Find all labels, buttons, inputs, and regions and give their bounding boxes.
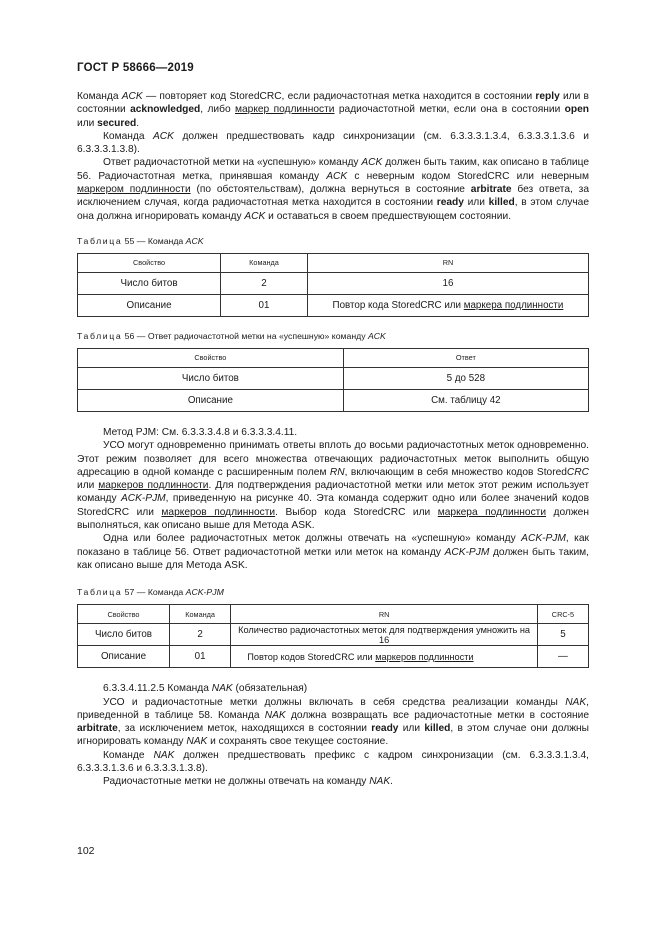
table-cell: Повтор кодов StoredCRC или маркеров подлинности	[231, 646, 538, 668]
table-cell: Количество радиочастотных меток для подтверждения умножить на 16	[231, 624, 538, 646]
text-run: .	[136, 117, 140, 129]
table-cell: 01	[221, 294, 308, 316]
auth-marker-link: маркера подлинности	[463, 299, 564, 311]
table-cell: 16	[307, 272, 588, 294]
header-cell: Свойство	[78, 253, 221, 272]
command-name: NAK	[565, 696, 587, 708]
text-run: , приведенной в таблице 58. Команда	[77, 696, 589, 721]
text-run: УСО и радиочастотные метки должны включать в себя средства реализации команды	[103, 696, 566, 708]
paragraph-ack-response	[77, 156, 589, 222]
text-run: или	[463, 197, 489, 209]
table-header-row	[78, 605, 589, 624]
command-name: NAK	[186, 736, 208, 748]
text-run: УСО могут одновременно принимать ответы вплоть до восьми радиочастотных меток одновременно. Этот режим позволяет для всего множества отвечающих радиочастотных меток выполнить общую адресацию в одной команде с расширенным полем	[77, 440, 589, 478]
table-cell: Число битов	[78, 367, 344, 389]
table-header-row	[78, 348, 589, 367]
text-run: с неверным кодом StoredCRC или неверным	[347, 170, 589, 182]
text-run: должен предшествовать кадр синхронизации (см. 6.3.3.3.1.3.4, 6.3.3.3.1.3.6 и 6.3.3.3.1.3.8).	[77, 130, 590, 156]
paragraph-pjm-method	[77, 426, 589, 439]
table-cell: 2	[221, 272, 308, 294]
text-run: (по обстоятельствам), должна вернуться в состояние	[190, 184, 471, 196]
table-cell: —	[537, 646, 588, 668]
text-run: . Для подтверждения радиочастотной метки или меток этот режим использует команду	[77, 480, 589, 505]
command-name: RN	[329, 466, 345, 478]
state-name: killed	[424, 723, 451, 735]
text-run: должен быть таким, как описано выше для Метода ASK.	[77, 546, 589, 571]
header-cell: RN	[231, 605, 538, 624]
text-run: 6.3.3.4.11.2.5 Команда	[103, 683, 212, 695]
table-row	[78, 389, 589, 411]
text-run: или в состоянии	[77, 91, 589, 116]
text-run: Команда	[77, 91, 122, 102]
text-run: и оставаться в своем предшествующем состоянии.	[265, 210, 512, 222]
command-name: ACK-PJM	[120, 493, 166, 505]
table-55	[77, 235, 589, 317]
paragraph-pjm-response	[77, 532, 589, 572]
page-content	[77, 90, 589, 789]
table-55-caption: Таблица 55 — Команда ACK	[77, 235, 204, 246]
state-name: reply	[535, 91, 560, 102]
header-cell: Свойство	[78, 348, 344, 367]
text-run: Одна или более радиочастотных меток должны отвечать на «успешную» команду	[103, 533, 522, 545]
table-55-grid	[77, 253, 589, 317]
underlined-term: маркеров подлинности	[98, 480, 209, 492]
command-name: NAK	[153, 749, 175, 761]
underlined-term: маркера подлинности	[437, 506, 547, 518]
table-cell: 5	[537, 624, 588, 646]
state-name: arbitrate	[470, 184, 512, 196]
state-name: arbitrate	[77, 723, 118, 735]
table-cell: Описание	[78, 389, 344, 411]
text-run: должен предшествовать префикс с кадром синхронизации (см. 6.3.3.3.1.3.4, 6.3.3.3.1.3.6 и 6.3.3.3.1.3.8).	[77, 749, 589, 775]
paragraph-ack-definition	[77, 90, 589, 130]
table-cell: 01	[169, 646, 230, 668]
text-run: .	[390, 776, 393, 788]
table-row	[78, 624, 589, 646]
header-cell: CRC-5	[537, 605, 588, 624]
text-run: или	[77, 480, 99, 492]
underlined-term: маркер подлинности	[234, 104, 335, 116]
table-56-grid	[77, 348, 589, 412]
command-name: ACK-PJM	[444, 546, 490, 558]
text-run: или	[77, 117, 98, 129]
command-name: NAK	[369, 776, 391, 788]
text-run: и сохранять свое текущее состояние.	[207, 736, 389, 748]
paragraph-nak-sync	[77, 749, 589, 776]
state-name: killed	[488, 197, 515, 209]
text-run: радиочастотной метки, если она в состоянии	[334, 104, 565, 116]
command-name: ACK	[361, 157, 383, 169]
command-name: ACK	[121, 91, 143, 102]
state-name: secured	[97, 117, 137, 129]
page-number: 102	[77, 845, 95, 857]
table-57	[77, 586, 589, 668]
state-name: open	[564, 104, 589, 116]
table-cell: 5 до 528	[343, 367, 588, 389]
header-cell: Команда	[221, 253, 308, 272]
section-heading-nak	[77, 682, 589, 695]
command-name: ACK	[153, 130, 174, 142]
table-row	[78, 646, 589, 668]
table-cell: Число битов	[78, 624, 170, 646]
table-56-caption: Таблица 56 — Ответ радиочастотной метки на «успешную» команду ACK	[77, 330, 386, 341]
command-name: ACK	[326, 170, 348, 182]
table-cell: 2	[169, 624, 230, 646]
underlined-term: маркером подлинности	[77, 184, 191, 196]
table-cell: Описание	[78, 294, 221, 316]
command-name: NAK	[211, 683, 233, 695]
table-cell: Описание	[78, 646, 170, 668]
text-run: , как показано в таблице 56. Ответ радиочастотной метки или меток на команду	[77, 533, 589, 558]
command-name: CRC	[566, 466, 589, 478]
text-run: Команда	[103, 130, 154, 142]
text-run: Метод PJM: См. 6.3.3.3.4.8 и 6.3.3.3.4.11.	[103, 426, 298, 438]
state-name: acknowledged	[130, 104, 201, 116]
table-57-caption: Таблица 57 — Команда ACK-PJM	[77, 587, 224, 598]
command-name: ACK	[244, 210, 266, 222]
text-run: , в этом случае они должны игнорировать команду	[77, 723, 589, 748]
text-run: , либо	[200, 104, 235, 116]
underlined-term: маркеров подлинности	[161, 506, 276, 518]
table-cell: Повтор кода StoredCRC или маркера подлинности	[307, 294, 588, 316]
paragraph-nak-no-reply	[77, 775, 589, 788]
text-run: — повторяет код StoredCRC, если радиочастотная метка находится в состоянии	[142, 91, 536, 102]
paragraph-pjm-description	[77, 439, 589, 532]
state-name: ready	[371, 723, 399, 735]
state-name: ready	[436, 197, 464, 209]
text-run: должен выполняться, как описано выше для Метода ASK.	[77, 506, 589, 532]
header-cell: Ответ	[343, 348, 588, 367]
header-cell: RN	[307, 253, 588, 272]
standard-header: ГОСТ Р 58666—2019	[77, 62, 194, 74]
text-run: Радиочастотные метки не должны отвечать на команду	[103, 776, 370, 788]
text-run: должен быть таким, как описано в таблице 56. Радиочастотная метка, принявшая команду	[77, 157, 589, 182]
paragraph-nak-description	[77, 696, 589, 749]
text-run: должна возвращать все радиочастотные метки в состояние	[285, 709, 589, 721]
text-run: Ответ радиочастотной метки на «успешную» команду	[103, 157, 362, 169]
header-cell: Команда	[169, 605, 230, 624]
table-row	[78, 294, 589, 316]
command-name: ACK-PJM	[521, 533, 566, 545]
text-run: . Выбор кода StoredCRC или	[275, 506, 438, 518]
text-run: (обязательная)	[232, 683, 308, 695]
text-run: , за исключением меток, находящихся в состоянии	[117, 723, 372, 735]
table-header-row	[78, 253, 589, 272]
table-56	[77, 330, 589, 412]
text-run: Команде	[103, 749, 154, 761]
text-run: или	[398, 723, 425, 735]
table-row	[78, 367, 589, 389]
text-run: , приведенную на рисунке 40. Эта команда содержит одно или более значений кодов StoredCRC или	[77, 493, 589, 518]
auth-markers-link: маркеров подлинности	[375, 651, 474, 662]
command-name: NAK	[264, 709, 286, 721]
paragraph-ack-sync	[77, 130, 589, 157]
header-cell: Свойство	[78, 605, 170, 624]
table-row	[78, 272, 589, 294]
text-run: без ответа, за исключением случая, когда радиочастотная метка находится в состоянии	[77, 184, 589, 209]
table-cell: См. таблицу 42	[343, 389, 588, 411]
table-57-grid	[77, 604, 589, 668]
table-cell: Число битов	[78, 272, 221, 294]
text-run: , включающим в себя множество кодов Stored	[344, 466, 567, 478]
text-run: , в этом случае она должна игнорировать команду	[77, 197, 590, 222]
